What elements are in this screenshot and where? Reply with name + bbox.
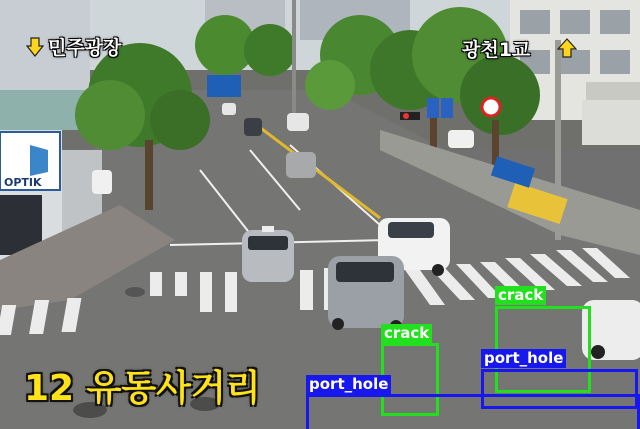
- car-far-2: [287, 113, 309, 131]
- car-silver-sedan: [328, 256, 404, 332]
- car-far-3: [244, 118, 262, 136]
- store-sign-text: OPTIK: [4, 176, 42, 189]
- arrow-down-icon: [26, 37, 44, 57]
- direction-left-label: 민주광장: [48, 37, 122, 59]
- detection-label-port-hole: port_hole: [306, 375, 391, 394]
- car-far-1: [286, 152, 316, 178]
- detection-label-crack: crack: [495, 286, 546, 305]
- detection-box-port-hole: [481, 369, 638, 409]
- car-parked-left: [92, 170, 112, 194]
- detection-label-crack: crack: [381, 324, 432, 343]
- road-sign: [207, 75, 241, 97]
- location-label: 12 유동사거리: [24, 368, 261, 409]
- car-taxi: [242, 226, 294, 282]
- arrow-up-icon: [557, 38, 577, 58]
- detection-label-port-hole: port_hole: [481, 349, 566, 368]
- direction-right-label: 광천1교: [462, 39, 531, 61]
